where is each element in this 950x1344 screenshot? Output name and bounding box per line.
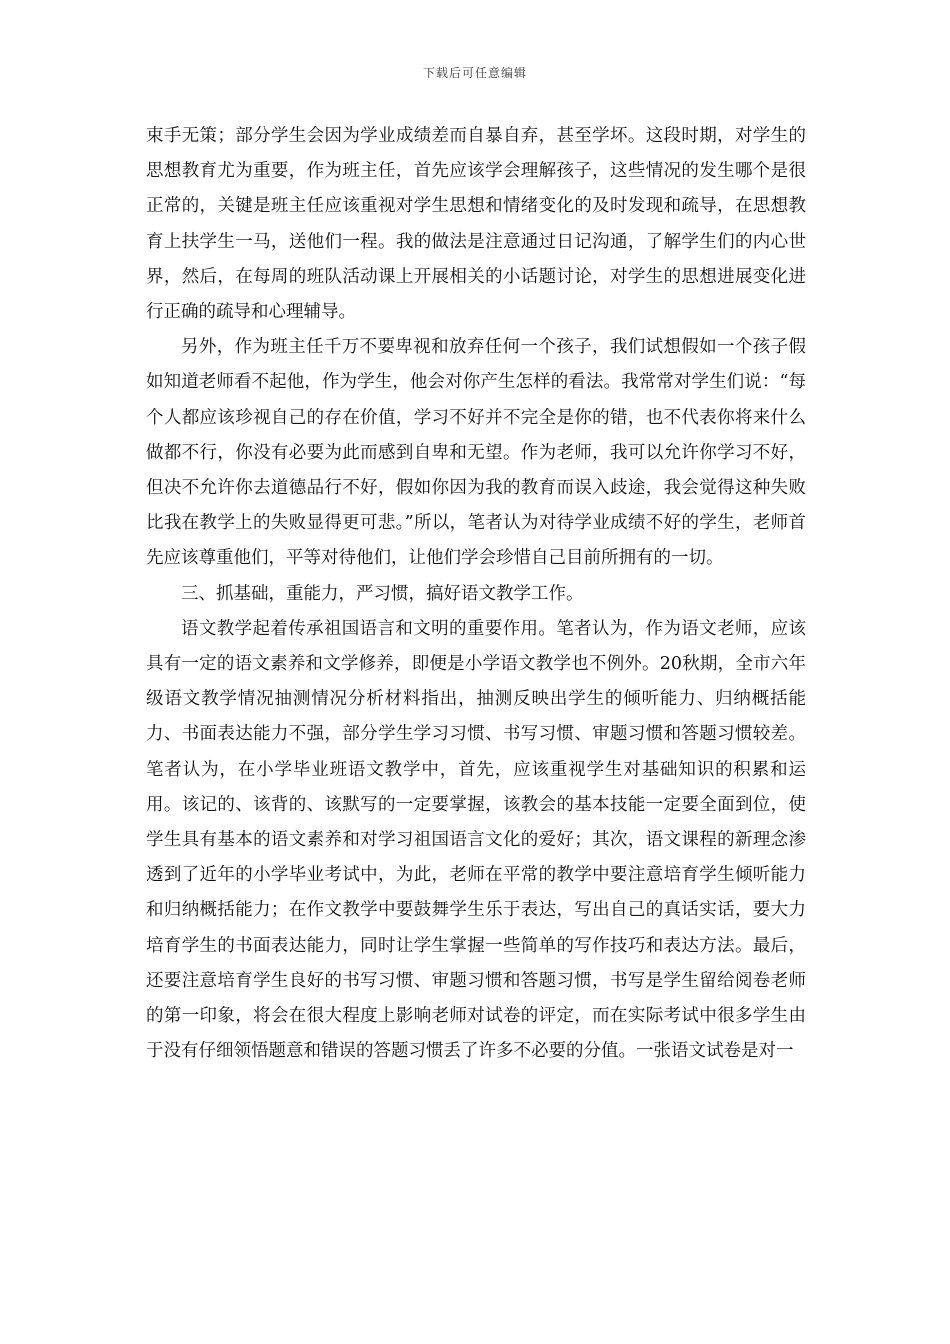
section-heading: 三、抓基础，重能力，严习惯，搞好语文教学工作。 bbox=[181, 583, 584, 604]
paragraph-1: 束手无策；部分学生会因为学业成绩差而自暴自弃，甚至学坏。这段时期，对学生的思想教育尤为重要，作为班主任，首先应该学会理解孩子，这些情况的发生哪个是很正常的，关键是班主任应该重视对学生思想和情绪变化的及时发现和疏导，在思想教育上扶学生一马，送他们一程。我的做法是注意通过日记沟通，了解学生们的内心世界，然后，在每周的班队活动课上开展相关的小话题讨论，对学生的思想进展变化进行正确的疏导和心理辅导。 bbox=[146, 126, 806, 323]
page-header: 下载后可任意编辑 bbox=[422, 66, 527, 80]
document-body bbox=[146, 119, 806, 1069]
paragraph-2: 另外，作为班主任千万不要卑视和放弃任何一个孩子，我们试想假如一个孩子假如知道老师看不起他，作为学生，他会对你产生怎样的看法。我常常对学生们说：“每个人都应该珍视自己的存在价值，学习不好并不完全是你的错，也不代表你将来什么做都不行，你没有必要为此而感到自卑和无望。作为老师，我可以允许你学习不好，但决不允许你去道德品行不好，假如你因为我的教育而误入歧途，我会觉得这种失败比我在教学上的失败显得更可悲。”所以，笔者认为对待学业成绩不好的学生，老师首先应该尊重他们，平等对待他们，让他们学会珍惜自己目前所拥有的一切。 bbox=[146, 337, 806, 569]
paragraph-3: 语文教学起着传承祖国语言和文明的重要作用。笔者认为，作为语文老师，应该具有一定的语文素养和文学修养，即便是小学语文教学也不例外。20秋期，全市六年级语文教学情况抽测情况分析材料指出，抽测反映出学生的倾听能力、归纳概括能力、书面表达能力不强，部分学生学习习惯、书写习惯、审题习惯和答题习惯较差。笔者认为，在小学毕业班语文教学中，首先，应该重视学生对基础知识的积累和运用。该记的、该背的、该默写的一定要掌握，该教会的基本技能一定要全面到位，使学生具有基本的语文素养和对学习祖国语言文化的爱好；其次，语文课程的新理念渗透到了近年的小学毕业考试中，为此，老师在平常的教学中要注意培育学生倾听能力和归纳概括能力；在作文教学中要鼓舞学生乐于表达，写出自己的真话实话，要大力培育学生的书面表达能力，同时让学生掌握一些简单的写作技巧和表达方法。最后，还要注意培育学生良好的书写习惯、审题习惯和答题习惯，书写是学生留给阅卷老师的第一印象，将会在很大程度上影响老师对试卷的评定，而在实际考试中很多学生由于没有仔细领悟题意和错误的答题习惯丢了许多不必要的分值。一张语文试卷是对一 bbox=[146, 618, 806, 1062]
